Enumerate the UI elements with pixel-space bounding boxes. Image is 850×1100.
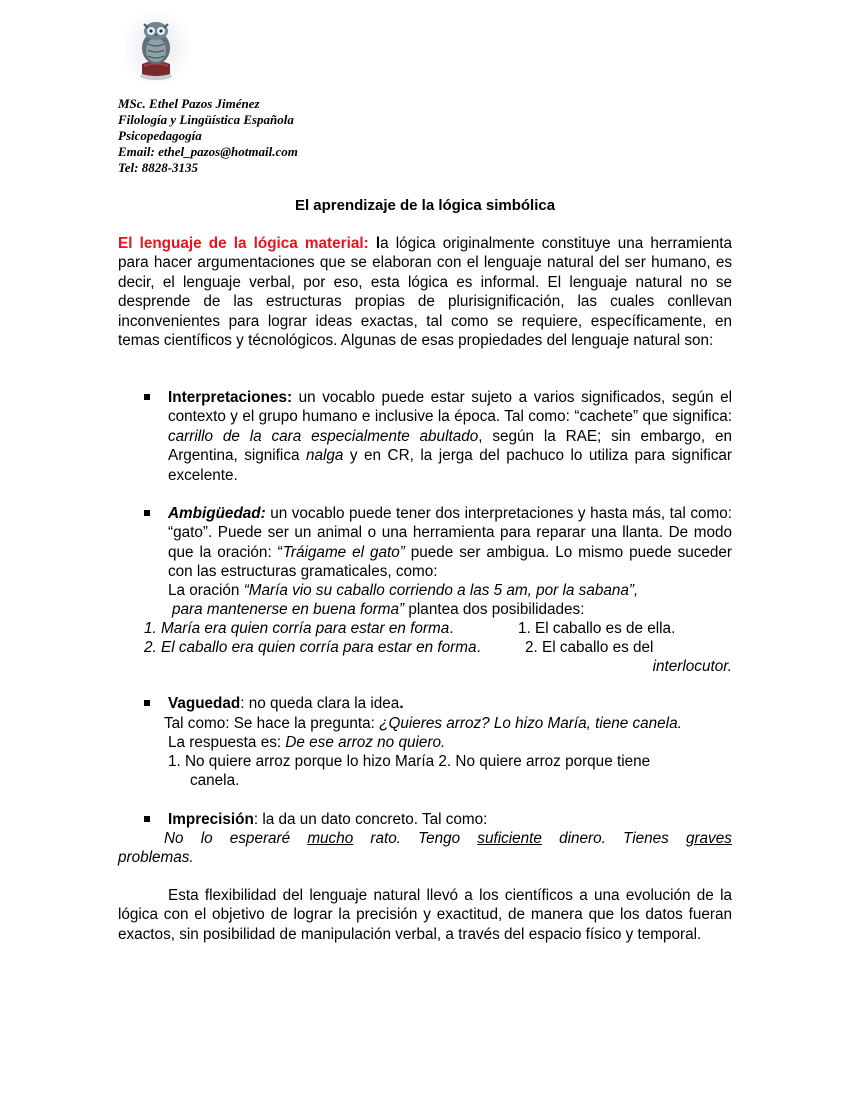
vaguedad-period: . <box>399 695 404 712</box>
vaguedad-question-prefix: Tal como: Se hace la pregunta: <box>164 715 380 732</box>
imprecision-examples-cont: problemas. <box>118 849 194 866</box>
imprecision-example-word: dinero. <box>559 830 606 847</box>
document-title: El aprendizaje de la lógica simbólica <box>294 197 556 214</box>
imprecision-text: : la da un dato concreto. Tal como: <box>253 811 488 828</box>
imprecision-example-word: rato. <box>370 830 401 847</box>
imprecision-underlined-2: suficiente <box>477 830 542 847</box>
ambiguedad-text: un vocablo puede tener dos interpretaciones y hasta más, tal como: “gato”. Puede ser un animal o una herramienta para reparar una llanta. De modo que la oración: “ <box>168 505 732 561</box>
imprecision-underlined-1: mucho <box>307 830 354 847</box>
intro-heading: El lenguaje de la lógica material: <box>118 235 369 252</box>
imprecision-examples <box>164 829 732 848</box>
owl-figurine-image <box>126 14 188 82</box>
ambiguedad-example: Tráigame el gato” <box>282 543 405 561</box>
vaguedad-answer-prefix: La respuesta es: <box>168 734 286 751</box>
interpretaciones-text-3: y en CR, la jerga del pachuco lo utiliza para significar excelente. <box>168 447 732 484</box>
ambiguedad-sentence-line-1 <box>168 581 638 600</box>
intro-paragraph <box>118 234 732 350</box>
imprecision-underlined-3: graves <box>685 830 732 847</box>
list-item-imprecision <box>168 810 732 829</box>
option-1-left-period: . <box>449 620 454 637</box>
author-name: MSc. Ethel Pazos Jiménez <box>118 96 260 111</box>
sentence-suffix: plantea dos posibilidades: <box>404 601 585 618</box>
vaguedad-question: ¿Quieres arroz? Lo hizo María, tiene canela. <box>379 715 682 732</box>
vaguedad-options-line-cont: canela. <box>190 772 240 789</box>
author-specialty: Psicopedagogía <box>118 128 202 143</box>
sentence-example: “María vio su caballo corriendo a las 5 am, por la sabana”, <box>243 582 639 599</box>
intro-lead-letter: l <box>375 235 381 252</box>
ambiguedad-option-2-right: 2. El caballo es del <box>525 639 654 656</box>
bullet-square-icon <box>144 510 150 516</box>
vaguedad-options-line: 1. No quiere arroz porque lo hizo María 2. No quiere arroz porque tiene <box>168 753 651 770</box>
bullet-square-icon <box>144 700 150 706</box>
term-imprecision: Imprecisión <box>168 811 254 828</box>
ambiguedad-option-1-right: 1. El caballo es de ella. <box>518 620 676 637</box>
author-info <box>118 96 298 176</box>
option-1-left-text: 1. María era quien corría para estar en forma <box>144 620 450 637</box>
option-2-left-period: . <box>476 639 481 656</box>
term-ambiguedad: Ambigüedad: <box>168 505 266 522</box>
imprecision-example-word: lo <box>200 830 213 847</box>
list-item-ambiguedad <box>168 504 732 582</box>
imprecision-example-word: esperaré <box>229 830 291 847</box>
author-phone: Tel: 8828-3135 <box>118 160 199 175</box>
author-email: Email: ethel_pazos@hotmail.com <box>118 144 298 159</box>
sentence-prefix: La oración <box>168 582 244 599</box>
term-interpretaciones: Interpretaciones: <box>168 389 293 406</box>
interpretaciones-text-2: , según la RAE; sin embargo, en Argentina, significa <box>168 427 732 465</box>
vaguedad-answer-line <box>168 733 445 752</box>
ambiguedad-option-1-left <box>144 619 454 638</box>
closing-paragraph: Esta flexibilidad del lenguaje natural llevó a los científicos a una evolución de la lógica con el objetivo de lograr la precisión y exactitud, de manera que los datos fueran exactos, sin posibilidad de manipulación verbal, a través del espacio físico y temporal. <box>118 887 732 943</box>
vaguedad-text: : no queda clara la idea <box>240 695 400 712</box>
imprecision-example-word: Tienes <box>623 830 669 847</box>
intro-text: a lógica originalmente constituye una herramienta para hacer argumentaciones que se elaboran con el lenguaje natural del ser humano, es decir, el lenguaje verbal, por eso, esta lógica es informal. El lenguaje natural no se desprende de las estructuras propias de plurisignificación, las cuales conllevan inconvenientes para lograr ideas exactas, tal como se requiere, específicamente, en temas científicos y técnológicos. Algunas de esas propiedades del lenguaje natural son: <box>118 235 732 350</box>
ambiguedad-text-2: puede ser ambigua. Lo mismo puede suceder con las estructuras gramaticales, como: <box>168 543 732 581</box>
ambiguedad-sentence-line-2 <box>172 600 584 619</box>
interpretaciones-text: un vocablo puede estar sujeto a varios significados, según el contexto y el grupo humano e inclusive la época. Tal como: “cachete” que significa: <box>168 389 732 426</box>
vaguedad-answer: De ese arroz no quiero. <box>285 734 446 751</box>
list-item-vaguedad <box>168 694 732 713</box>
interpretaciones-example: nalga <box>305 447 344 465</box>
bullet-square-icon <box>144 394 150 400</box>
term-vaguedad: Vaguedad <box>168 695 241 712</box>
option-2-left-text: 2. El caballo era quien corría para estar en forma <box>144 639 477 656</box>
author-department: Filología y Lingüística Española <box>118 112 294 127</box>
bullet-square-icon <box>144 816 150 822</box>
imprecision-example-word: No <box>164 830 184 847</box>
ambiguedad-option-2-left <box>144 638 481 657</box>
sentence-example-cont: para mantenerse en buena forma” <box>172 601 405 618</box>
ambiguedad-option-2-right-cont: interlocutor. <box>652 658 732 675</box>
list-item-interpretaciones <box>168 388 732 485</box>
vaguedad-question-line <box>164 714 682 733</box>
interpretaciones-definition: carrillo de la cara especialmente abultado <box>168 427 479 445</box>
imprecision-example-word: Tengo <box>418 830 461 847</box>
